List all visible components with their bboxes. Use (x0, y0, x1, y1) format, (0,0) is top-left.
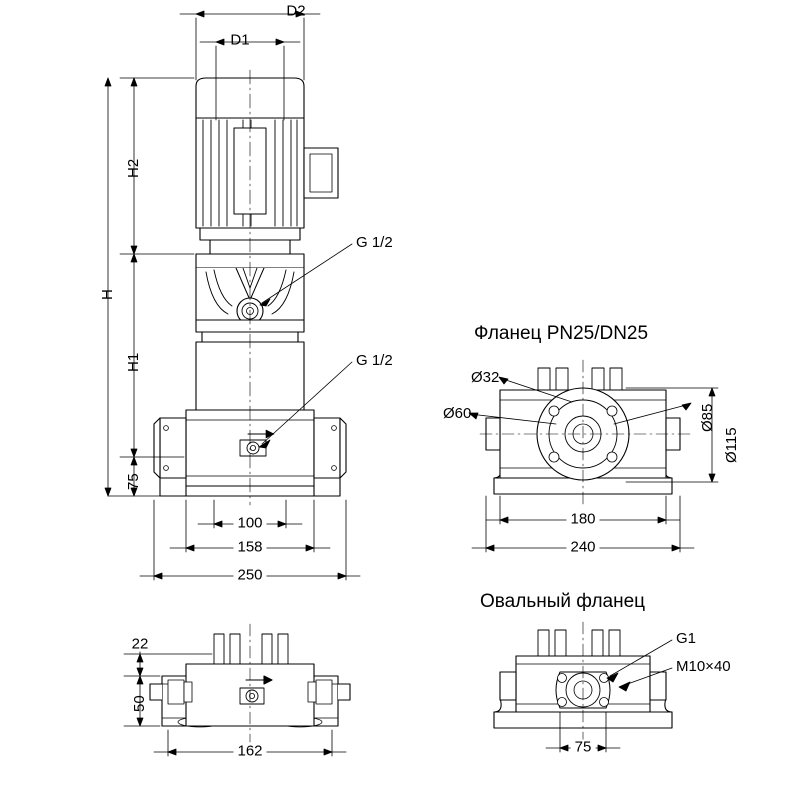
dim-h1-label: H1 (125, 352, 142, 372)
dim-oval-75-label: 75 (571, 740, 596, 755)
dim-180-label: 180 (566, 512, 599, 527)
dim-d115-label: Ø115 (723, 427, 740, 463)
thread-g1-label: G1 (676, 630, 697, 647)
dim-d2-label: D2 (286, 2, 306, 20)
dim-d1-label: D1 (230, 31, 250, 49)
dim-h-label: H (99, 289, 116, 300)
front-view-geometry (154, 70, 346, 505)
bottom-view-geometry (150, 624, 350, 742)
oval-flange-title: Овальный фланец (480, 591, 646, 612)
dim-50-label: 50 (131, 695, 148, 712)
flange-view-title: Фланец PN25/DN25 (474, 323, 649, 344)
dim-d60-label: Ø60 (443, 405, 472, 422)
dim-240-label: 240 (566, 540, 599, 555)
dim-158-label: 158 (233, 540, 266, 555)
dim-250-label: 250 (233, 568, 266, 583)
dim-75-label: 75 (125, 473, 142, 490)
dim-22-label: 22 (129, 637, 152, 652)
thread-g12-mid-label: G 1/2 (356, 352, 393, 369)
dim-d85-label: Ø85 (699, 403, 716, 432)
bolt-m10x40-label: M10×40 (676, 658, 731, 675)
dim-h2-label: H2 (125, 158, 142, 178)
oval-flange-view-geometry (494, 622, 672, 742)
dim-d32-label: Ø32 (471, 369, 500, 386)
thread-g12-top-label: G 1/2 (356, 234, 393, 251)
dim-100-label: 100 (233, 516, 266, 531)
dim-162-label: 162 (233, 744, 266, 759)
